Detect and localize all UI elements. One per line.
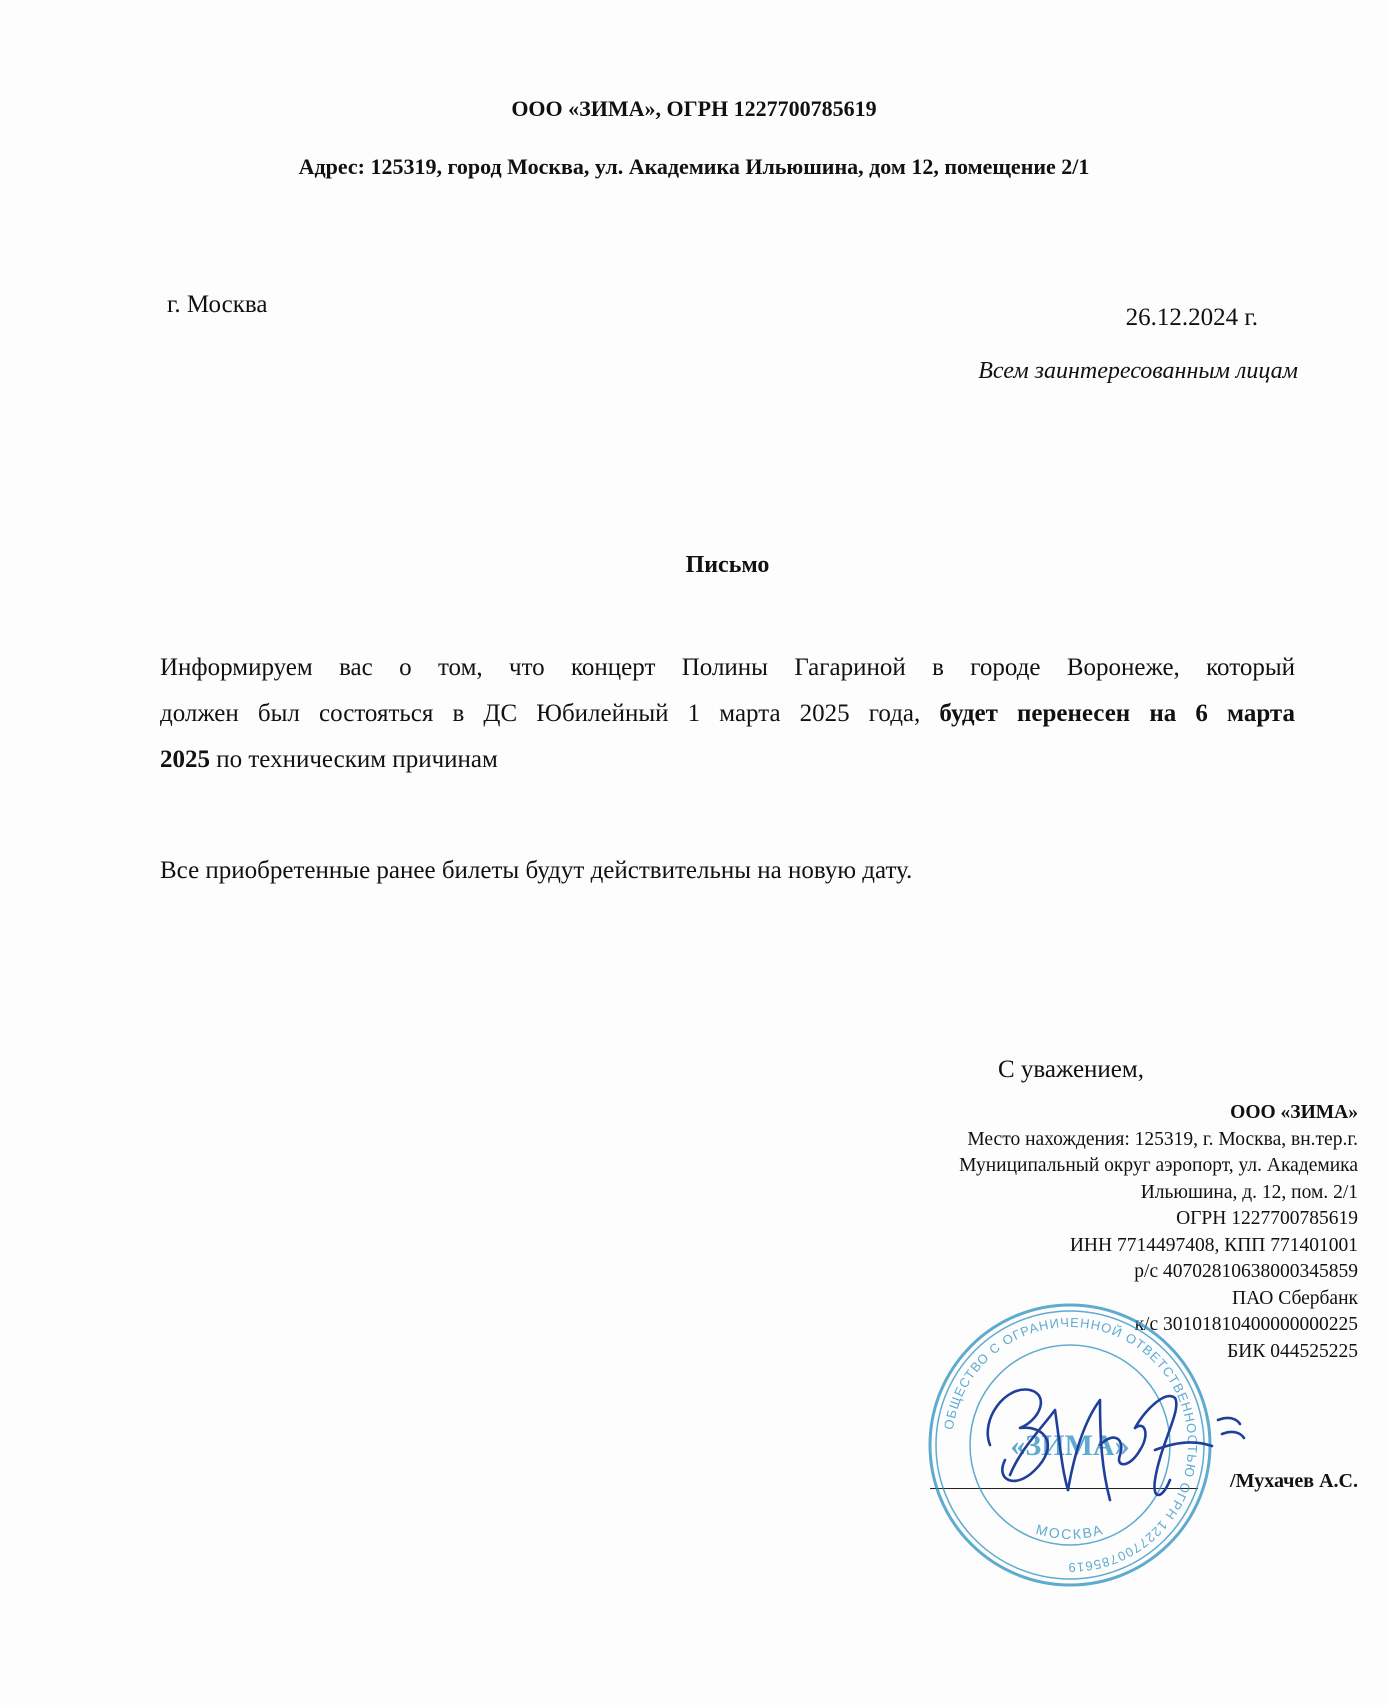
stamp-center-text: «ЗИМА» (1010, 1429, 1130, 1462)
requisites-line: ПАО Сбербанк (1232, 1287, 1358, 1309)
stamp-outer-text: ОБЩЕСТВО С ОГРАНИЧЕННОЙ ОТВЕТСТВЕННОСТЬЮ ОГРН 1227700785619 (940, 1314, 1201, 1576)
requisites-line: Муниципальный округ аэропорт, ул. Академика (959, 1155, 1358, 1176)
paragraph-1-line-3-bold: 2025 (160, 746, 210, 773)
paragraph-1-line-2 (160, 691, 1295, 737)
requisites-line: БИК 044525225 (1227, 1340, 1358, 1362)
requisites-line: ОГРН 1227700785619 (1176, 1208, 1358, 1229)
handwritten-signature (950, 1350, 1270, 1520)
requisites-line: ИНН 7714497408, КПП 771401001 (1069, 1234, 1358, 1256)
closing-phrase: С уважением, (998, 1056, 1144, 1083)
requisites-line: Ильюшина, д. 12, пом. 2/1 (1140, 1181, 1358, 1203)
requisites-line: к/с 30101810400000000225 (1134, 1314, 1358, 1335)
company-header: ООО «ЗИМА», ОГРН 1227700785619 (511, 96, 877, 121)
body-paragraph-2: Все приобретенные ранее билеты будут действительны на новую дату. (160, 857, 913, 884)
requisites-org-name: ООО «ЗИМА» (1230, 1102, 1358, 1123)
document-title: Письмо (685, 552, 770, 578)
letter-city: г. Москва (167, 291, 268, 318)
body-paragraph-1 (160, 645, 1295, 783)
letter-date: 26.12.2024 г. (1125, 304, 1258, 331)
company-requisites (959, 1100, 1358, 1365)
paragraph-1-line-3-text: по техническим причинам (210, 746, 498, 773)
letter-addressee: Всем заинтересованным лицам (978, 358, 1298, 384)
paragraph-1-line-3 (160, 737, 1295, 783)
company-address: Адрес: 125319, город Москва, ул. Академика Ильюшина, дом 12, помещение 2/1 (298, 154, 1090, 179)
stamp-bottom-text: МОСКВА (1034, 1520, 1106, 1543)
signature-line (930, 1488, 1198, 1489)
paragraph-1-line-2-bold: будет перенесен на 6 марта (939, 700, 1295, 727)
requisites-line: Место нахождения: 125319, г. Москва, вн.тер.г. (967, 1128, 1358, 1150)
paragraph-1-line-1: Информируем вас о том, что концерт Полины Гагариной в городе Воронеже, который (160, 654, 1295, 681)
paragraph-1-line-2-text: должен был состояться в ДС Юбилейный 1 марта 2025 года, (160, 700, 940, 727)
signatory-name: /Мухачев А.С. (1230, 1470, 1358, 1492)
requisites-line: р/с 40702810638000345859 (1134, 1261, 1358, 1282)
